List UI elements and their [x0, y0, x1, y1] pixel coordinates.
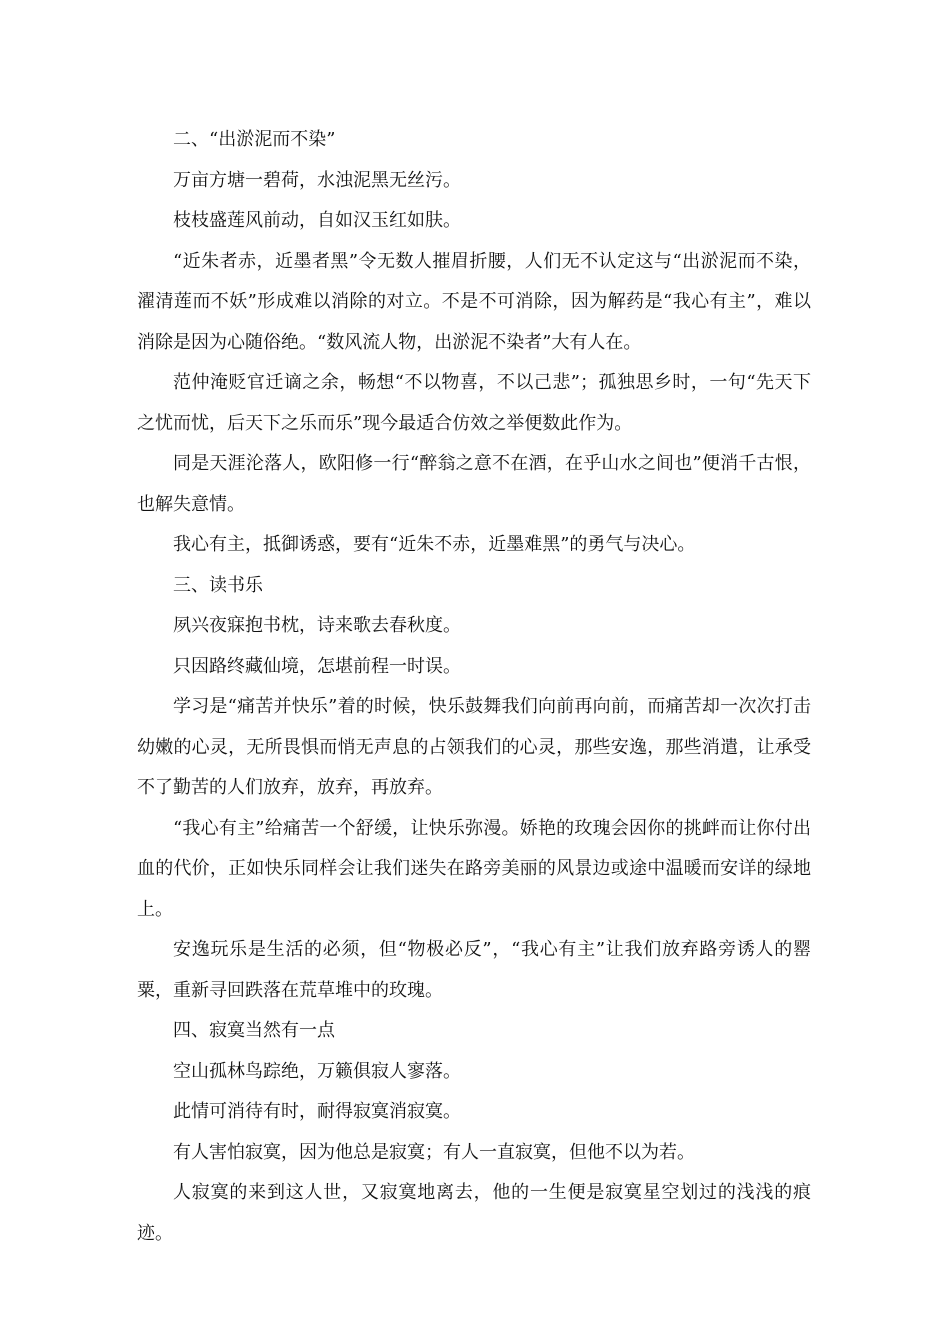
body-paragraph: 同是天涯沦落人，欧阳修一行“醉翁之意不在酒，在乎山水之间也”便消千古恨，也解失意情。 [137, 453, 811, 515]
body-paragraph: “我心有主”给痛苦一个舒缓，让快乐弥漫。娇艳的玫瑰会因你的挑衅而让你付出血的代价，正如快乐同样会让我们迷失在路旁美丽的风景边或途中温暖而安详的绿地上。 [137, 817, 811, 920]
poem-line: 枝枝盛莲风前动，自如汉玉红如肤。 [173, 210, 461, 231]
body-paragraph: 人寂寞的来到这人世，又寂寞地离去，他的一生便是寂寞星空划过的浅浅的痕迹。 [137, 1182, 811, 1244]
body-paragraph: 学习是“痛苦并快乐”着的时候，快乐鼓舞我们向前再向前，而痛苦却一次次打击幼嫩的心灵，无所畏惧而悄无声息的占领我们的心灵，那些安逸，那些消遣，让承受不了勤苦的人们放弃，放弃，再放弃。 [137, 696, 811, 798]
body-paragraph: 有人害怕寂寞，因为他总是寂寞；有人一直寂寞，但他不以为若。 [173, 1141, 695, 1163]
body-paragraph: 安逸玩乐是生活的必须，但“物极必反”，“我心有主”让我们放弃路旁诱人的罂粟，重新寻回跌落在荒草堆中的玫瑰。 [137, 939, 811, 1001]
section-heading-4: 四、寂寞当然有一点 [173, 1020, 335, 1041]
document-body [137, 120, 811, 1254]
poem-line: 空山孤林鸟踪绝，万籁俱寂人寥落。 [173, 1060, 461, 1082]
poem-line: 万亩方塘一碧荷，水浊泥黑无丝污。 [173, 169, 461, 191]
body-paragraph: 我心有主，抵御诱惑，要有“近朱不赤，近墨难黑”的勇气与决心。 [173, 534, 696, 555]
section-heading-2: 二、“出淤泥而不染” [173, 129, 336, 150]
body-paragraph: 范仲淹贬官迁谪之余，畅想“不以物喜，不以己悲”；孤独思乡时，一句“先天下之忧而忧，后天下之乐而乐”现今最适合仿效之举便数此作为。 [137, 372, 811, 434]
poem-line: 只因路终藏仙境，怎堪前程一时误。 [173, 655, 461, 677]
section-heading-3: 三、读书乐 [173, 574, 263, 596]
body-paragraph: “近朱者赤，近墨者黑”令无数人摧眉折腰，人们无不认定这与“出淤泥而不染，濯清莲而不妖”形成难以消除的对立。不是不可消除，因为解药是“我心有主”，难以消除是因为心随俗绝。“数风流人物，出淤泥不染者”大有人在。 [137, 250, 811, 353]
poem-line: 夙兴夜寐抱书枕，诗来歌去春秋度。 [173, 615, 461, 636]
poem-line: 此情可消待有时，耐得寂寞消寂寞。 [173, 1101, 461, 1122]
